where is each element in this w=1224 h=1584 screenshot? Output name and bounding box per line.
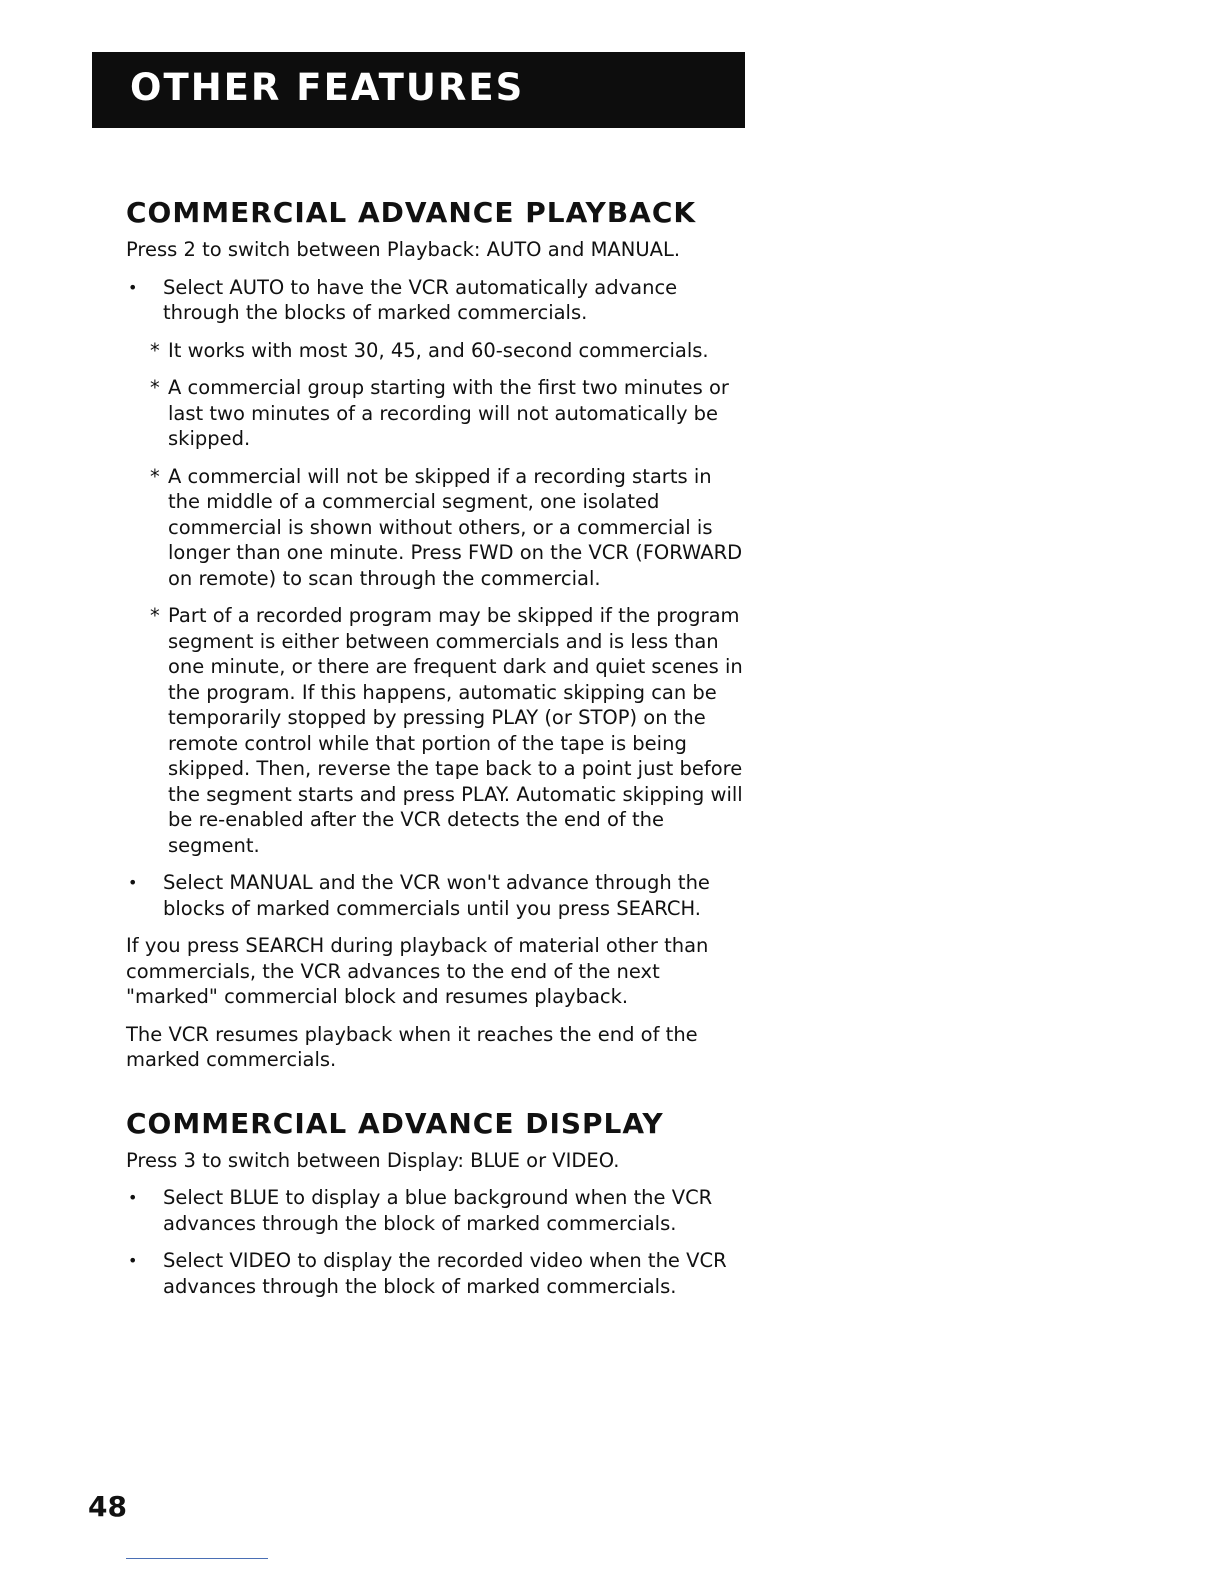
asterisk-icon: *: [150, 464, 160, 488]
asterisk-icon: *: [150, 338, 160, 362]
bullet-icon: •: [128, 873, 138, 892]
display-intro: Press 3 to switch between Display: BLUE or VIDEO.: [126, 1148, 620, 1172]
bullet-item-auto: [126, 275, 746, 326]
resume-paragraph: The VCR resumes playback when it reaches the end of the marked commercials.: [126, 1022, 698, 1071]
page-title: OTHER FEATURES: [130, 66, 525, 109]
search-paragraph: If you press SEARCH during playback of material other than commercials, the VCR advances to the end of the next "marked" commercial block and resumes playback.: [126, 934, 709, 1008]
note-item: [126, 464, 746, 592]
bullet-item-manual: [126, 870, 746, 921]
note-text: It works with most 30, 45, and 60-second commercials.: [168, 338, 709, 362]
bullet-icon: •: [128, 277, 138, 297]
section-heading-display: COMMERCIAL ADVANCE DISPLAY: [126, 1106, 664, 1140]
bullet-icon: •: [128, 1188, 138, 1207]
asterisk-icon: *: [150, 376, 160, 399]
bullet-text: Select AUTO to have the VCR automatically advance through the blocks of marked commercials.: [163, 275, 678, 324]
note-text: Part of a recorded program may be skipped if the program segment is either between commercials and is less than one minute, or there are frequent dark and quiet scenes in the program. If this happens, automatic skipping can be temporarily stopped by pressing PLAY (or STOP) on the remote control while that portion of the tape is being skipped. Then, reverse the tape back to a point just before the segment starts and press PLAY. Automatic skipping will be re-enabled after the VCR detects the end of the segment.: [168, 604, 743, 857]
section-spacer: [126, 1085, 746, 1107]
playback-intro: Press 2 to switch between Playback: AUTO and MANUAL.: [126, 238, 681, 261]
bullet-item-blue: [126, 1185, 746, 1236]
page-content: [126, 196, 746, 1311]
footer-rule: [126, 1558, 268, 1559]
bullet-text: Select MANUAL and the VCR won't advance through the blocks of marked commercials until you press SEARCH.: [163, 871, 710, 920]
note-text: A commercial group starting with the first two minutes or last two minutes of a recording will not automatically be skipped.: [168, 376, 729, 450]
page-number: 48: [88, 1490, 127, 1523]
asterisk-icon: *: [150, 604, 160, 627]
section-heading-playback: COMMERCIAL ADVANCE PLAYBACK: [126, 196, 697, 229]
bullet-icon: •: [128, 1251, 138, 1270]
note-item: [126, 603, 746, 858]
bullet-text: Select BLUE to display a blue background when the VCR advances through the block of marked commercials.: [163, 1186, 713, 1235]
note-item: [126, 375, 746, 452]
note-item: [126, 338, 746, 364]
note-text: A commercial will not be skipped if a recording starts in the middle of a commercial segment, one isolated commercial is shown without others, or a commercial is longer than one minute. Press FWD on the VCR (FORWARD on remote) to scan through the commercial.: [168, 464, 743, 590]
bullet-item-video: [126, 1248, 746, 1299]
bullet-text: Select VIDEO to display the recorded video when the VCR advances through the block of marked commercials.: [163, 1249, 727, 1298]
header-bar: [92, 52, 745, 128]
